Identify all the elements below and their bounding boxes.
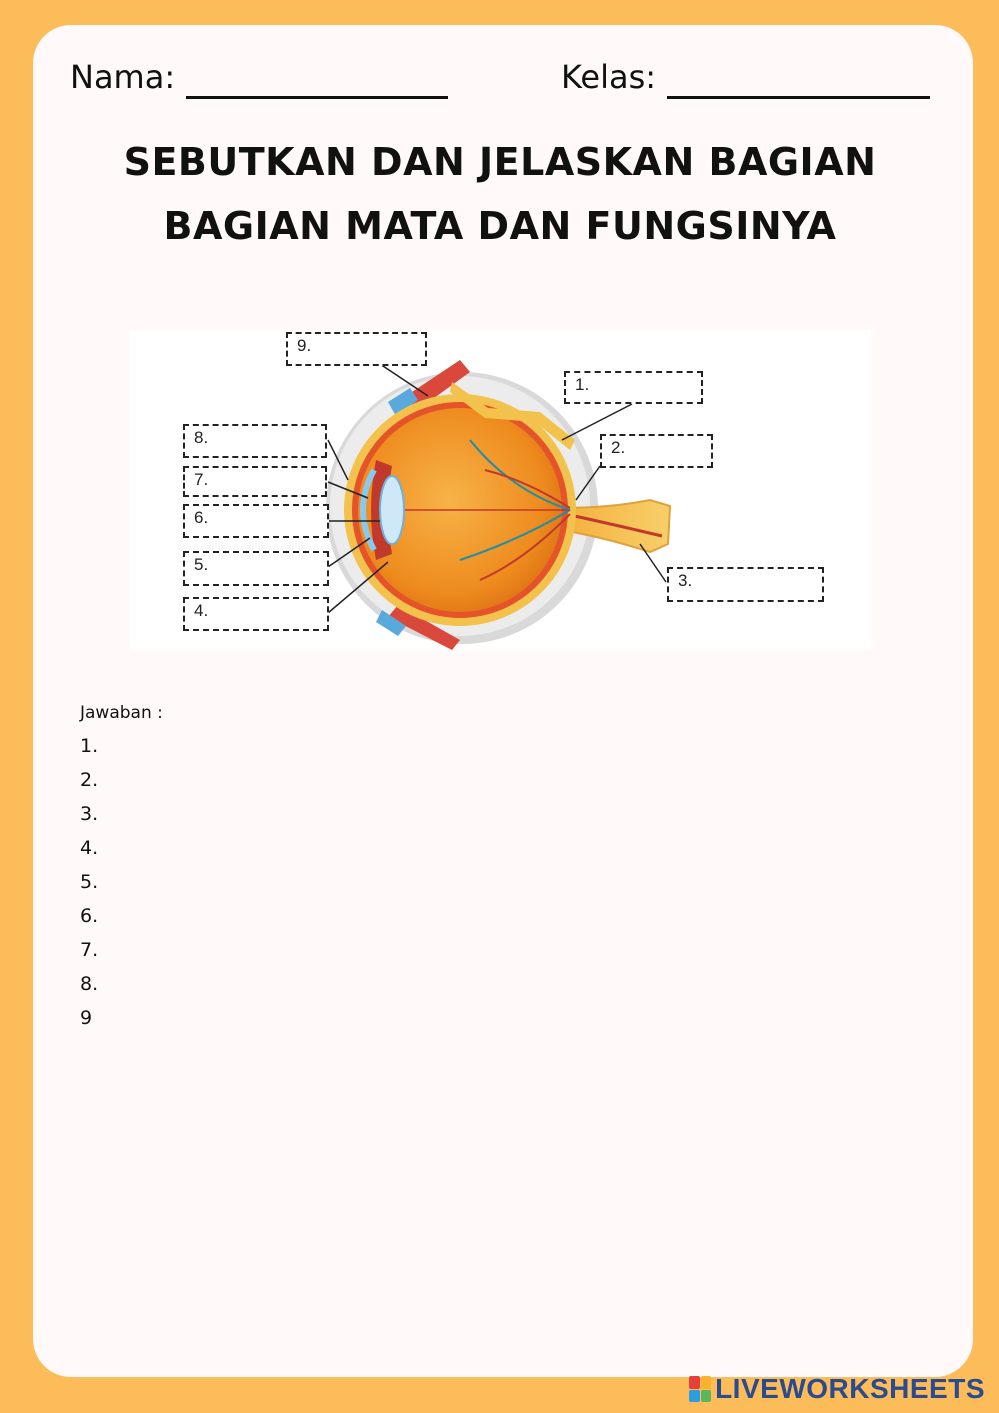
- title-line-1: SEBUTKAN DAN JELASKAN BAGIAN: [123, 140, 877, 184]
- diagram-label-8[interactable]: 8.: [183, 424, 327, 458]
- class-label: Kelas:: [561, 58, 657, 96]
- eye-diagram: [130, 330, 871, 650]
- class-input-line[interactable]: [667, 96, 930, 99]
- diagram-label-5[interactable]: 5.: [183, 551, 329, 586]
- diagram-label-1[interactable]: 1.: [564, 371, 703, 404]
- liveworksheets-logo-icon: [689, 1376, 711, 1402]
- answer-line-3[interactable]: 3.: [80, 803, 99, 825]
- answer-line-9[interactable]: 9: [80, 1007, 93, 1029]
- diagram-label-4[interactable]: 4.: [183, 597, 329, 631]
- name-label: Nama:: [70, 58, 176, 96]
- title-line-2: BAGIAN MATA DAN FUNGSINYA: [163, 204, 837, 248]
- name-input-line[interactable]: [186, 96, 448, 99]
- answer-line-4[interactable]: 4.: [80, 837, 99, 859]
- diagram-label-7[interactable]: 7.: [183, 466, 327, 497]
- answer-line-6[interactable]: 6.: [80, 905, 99, 927]
- diagram-label-3[interactable]: 3.: [667, 567, 824, 602]
- answer-line-1[interactable]: 1.: [80, 735, 99, 757]
- answer-line-5[interactable]: 5.: [80, 871, 99, 893]
- liveworksheets-brand: [689, 1373, 985, 1405]
- diagram-label-6[interactable]: 6.: [183, 504, 329, 538]
- answer-line-7[interactable]: 7.: [80, 939, 99, 961]
- answers-title: Jawaban :: [80, 703, 163, 723]
- answer-line-8[interactable]: 8.: [80, 973, 99, 995]
- diagram-label-2[interactable]: 2.: [600, 434, 713, 468]
- diagram-label-9[interactable]: 9.: [286, 332, 427, 366]
- brand-name: LIVEWORKSHEETS: [715, 1373, 985, 1404]
- answer-line-2[interactable]: 2.: [80, 769, 99, 791]
